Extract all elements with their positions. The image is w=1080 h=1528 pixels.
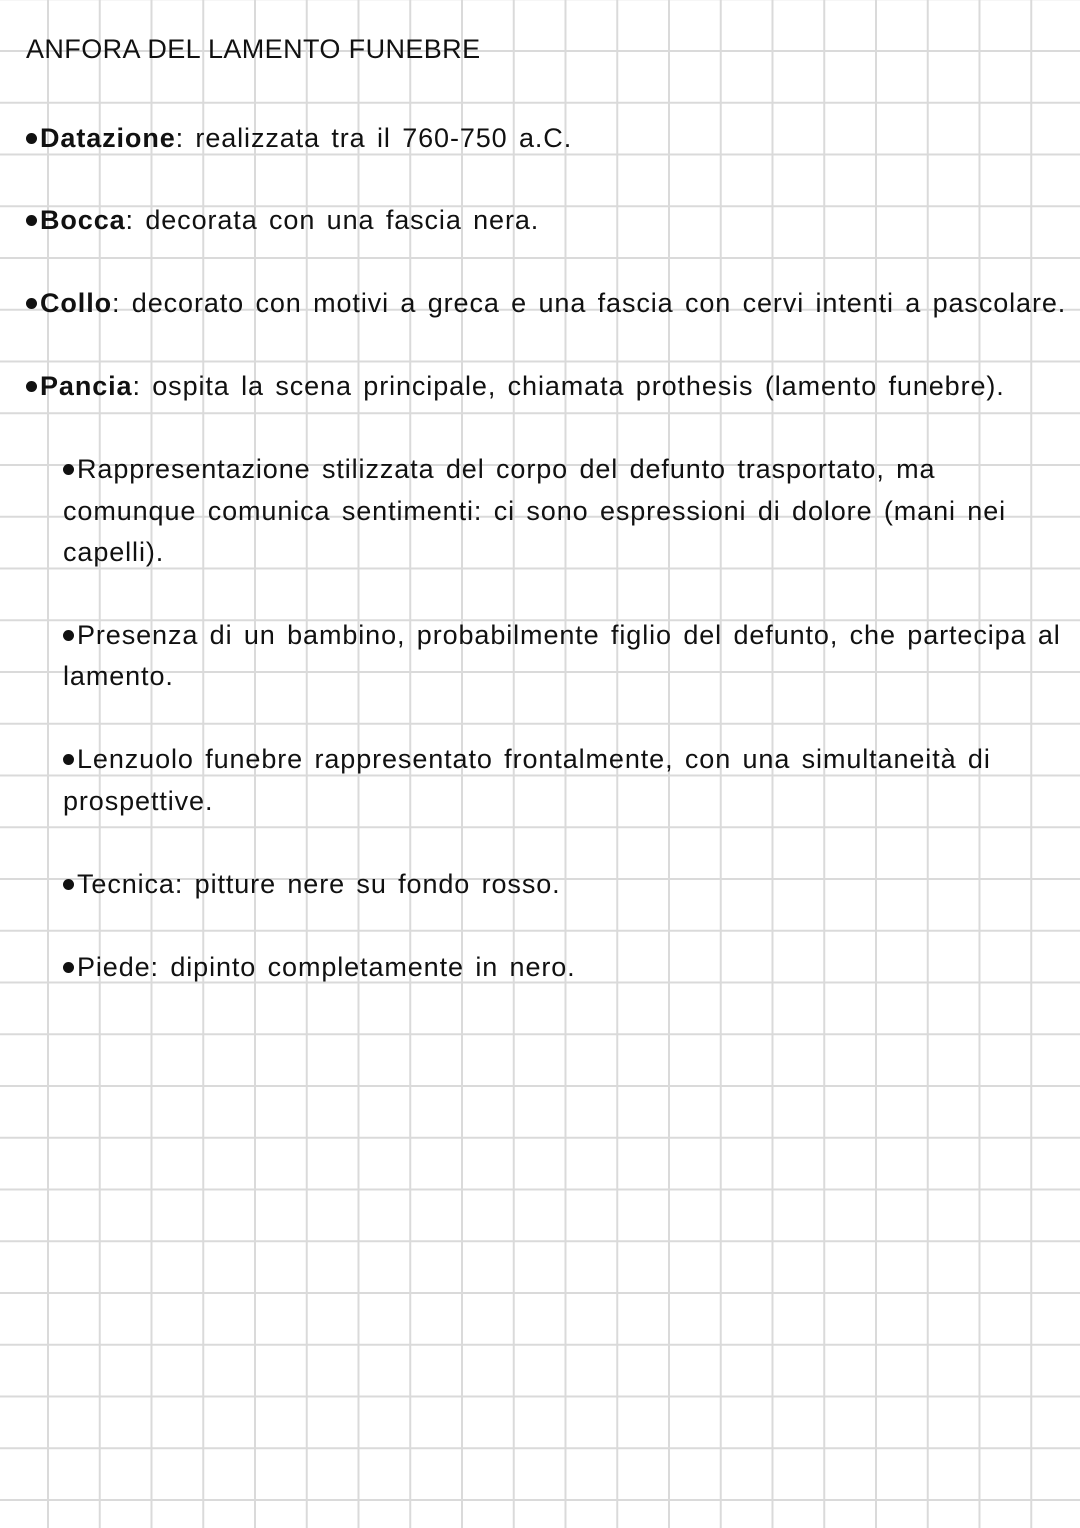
bullet-icon bbox=[63, 464, 74, 475]
item-label: Pancia bbox=[40, 371, 133, 401]
item-label: Collo bbox=[40, 288, 112, 318]
item-datazione bbox=[26, 122, 572, 154]
item-bocca bbox=[26, 204, 539, 236]
sub-item-line bbox=[63, 951, 576, 983]
item-label: Datazione bbox=[40, 123, 176, 153]
item-separator: : bbox=[175, 123, 185, 153]
bullet-icon bbox=[63, 962, 74, 973]
sub-item-line bbox=[63, 868, 561, 900]
page-title: ANFORA DEL LAMENTO FUNEBRE bbox=[26, 34, 481, 64]
item-separator: : bbox=[132, 371, 141, 401]
item-text: decorato con motivi a greca e una fascia con cervi intenti a pascolare. bbox=[120, 288, 1067, 318]
item-text: decorata con una fascia nera. bbox=[133, 205, 540, 235]
item-text: ospita la scena principale, chiamata prothesis (lamento funebre). bbox=[140, 371, 1005, 401]
bullet-icon bbox=[63, 630, 74, 641]
bullet-icon bbox=[26, 381, 37, 392]
sub-item-line: prospettive. bbox=[63, 786, 214, 816]
item-separator: : bbox=[125, 205, 134, 235]
sub-item-text: Rappresentazione stilizzata del corpo del defunto trasportato, ma bbox=[77, 454, 936, 484]
sub-item-line bbox=[63, 743, 991, 775]
bullet-icon bbox=[63, 879, 74, 890]
sub-item-line: capelli). bbox=[63, 537, 165, 567]
sub-item-line: lamento. bbox=[63, 661, 174, 691]
bullet-icon bbox=[26, 298, 37, 309]
sub-item-text: Piede: dipinto completamente in nero. bbox=[77, 952, 576, 982]
item-text: realizzata tra il 760-750 a.C. bbox=[184, 123, 573, 153]
sub-item-line bbox=[63, 619, 1061, 651]
sub-item-text: Presenza di un bambino, probabilmente figlio del defunto, che partecipa al bbox=[77, 620, 1061, 650]
bullet-icon bbox=[26, 133, 37, 144]
item-label: Bocca bbox=[40, 205, 126, 235]
item-pancia bbox=[26, 370, 1005, 402]
item-collo bbox=[26, 287, 1066, 319]
bullet-icon bbox=[63, 754, 74, 765]
bullet-icon bbox=[26, 215, 37, 226]
item-separator: : bbox=[112, 288, 121, 318]
sub-item-line bbox=[63, 453, 935, 485]
sub-item-text: Lenzuolo funebre rappresentato frontalmente, con una simultaneità di bbox=[77, 744, 991, 774]
sub-item-text: Tecnica: pitture nere su fondo rosso. bbox=[77, 869, 561, 899]
sub-item-line: comunque comunica sentimenti: ci sono espressioni di dolore (mani nei bbox=[63, 496, 1007, 526]
